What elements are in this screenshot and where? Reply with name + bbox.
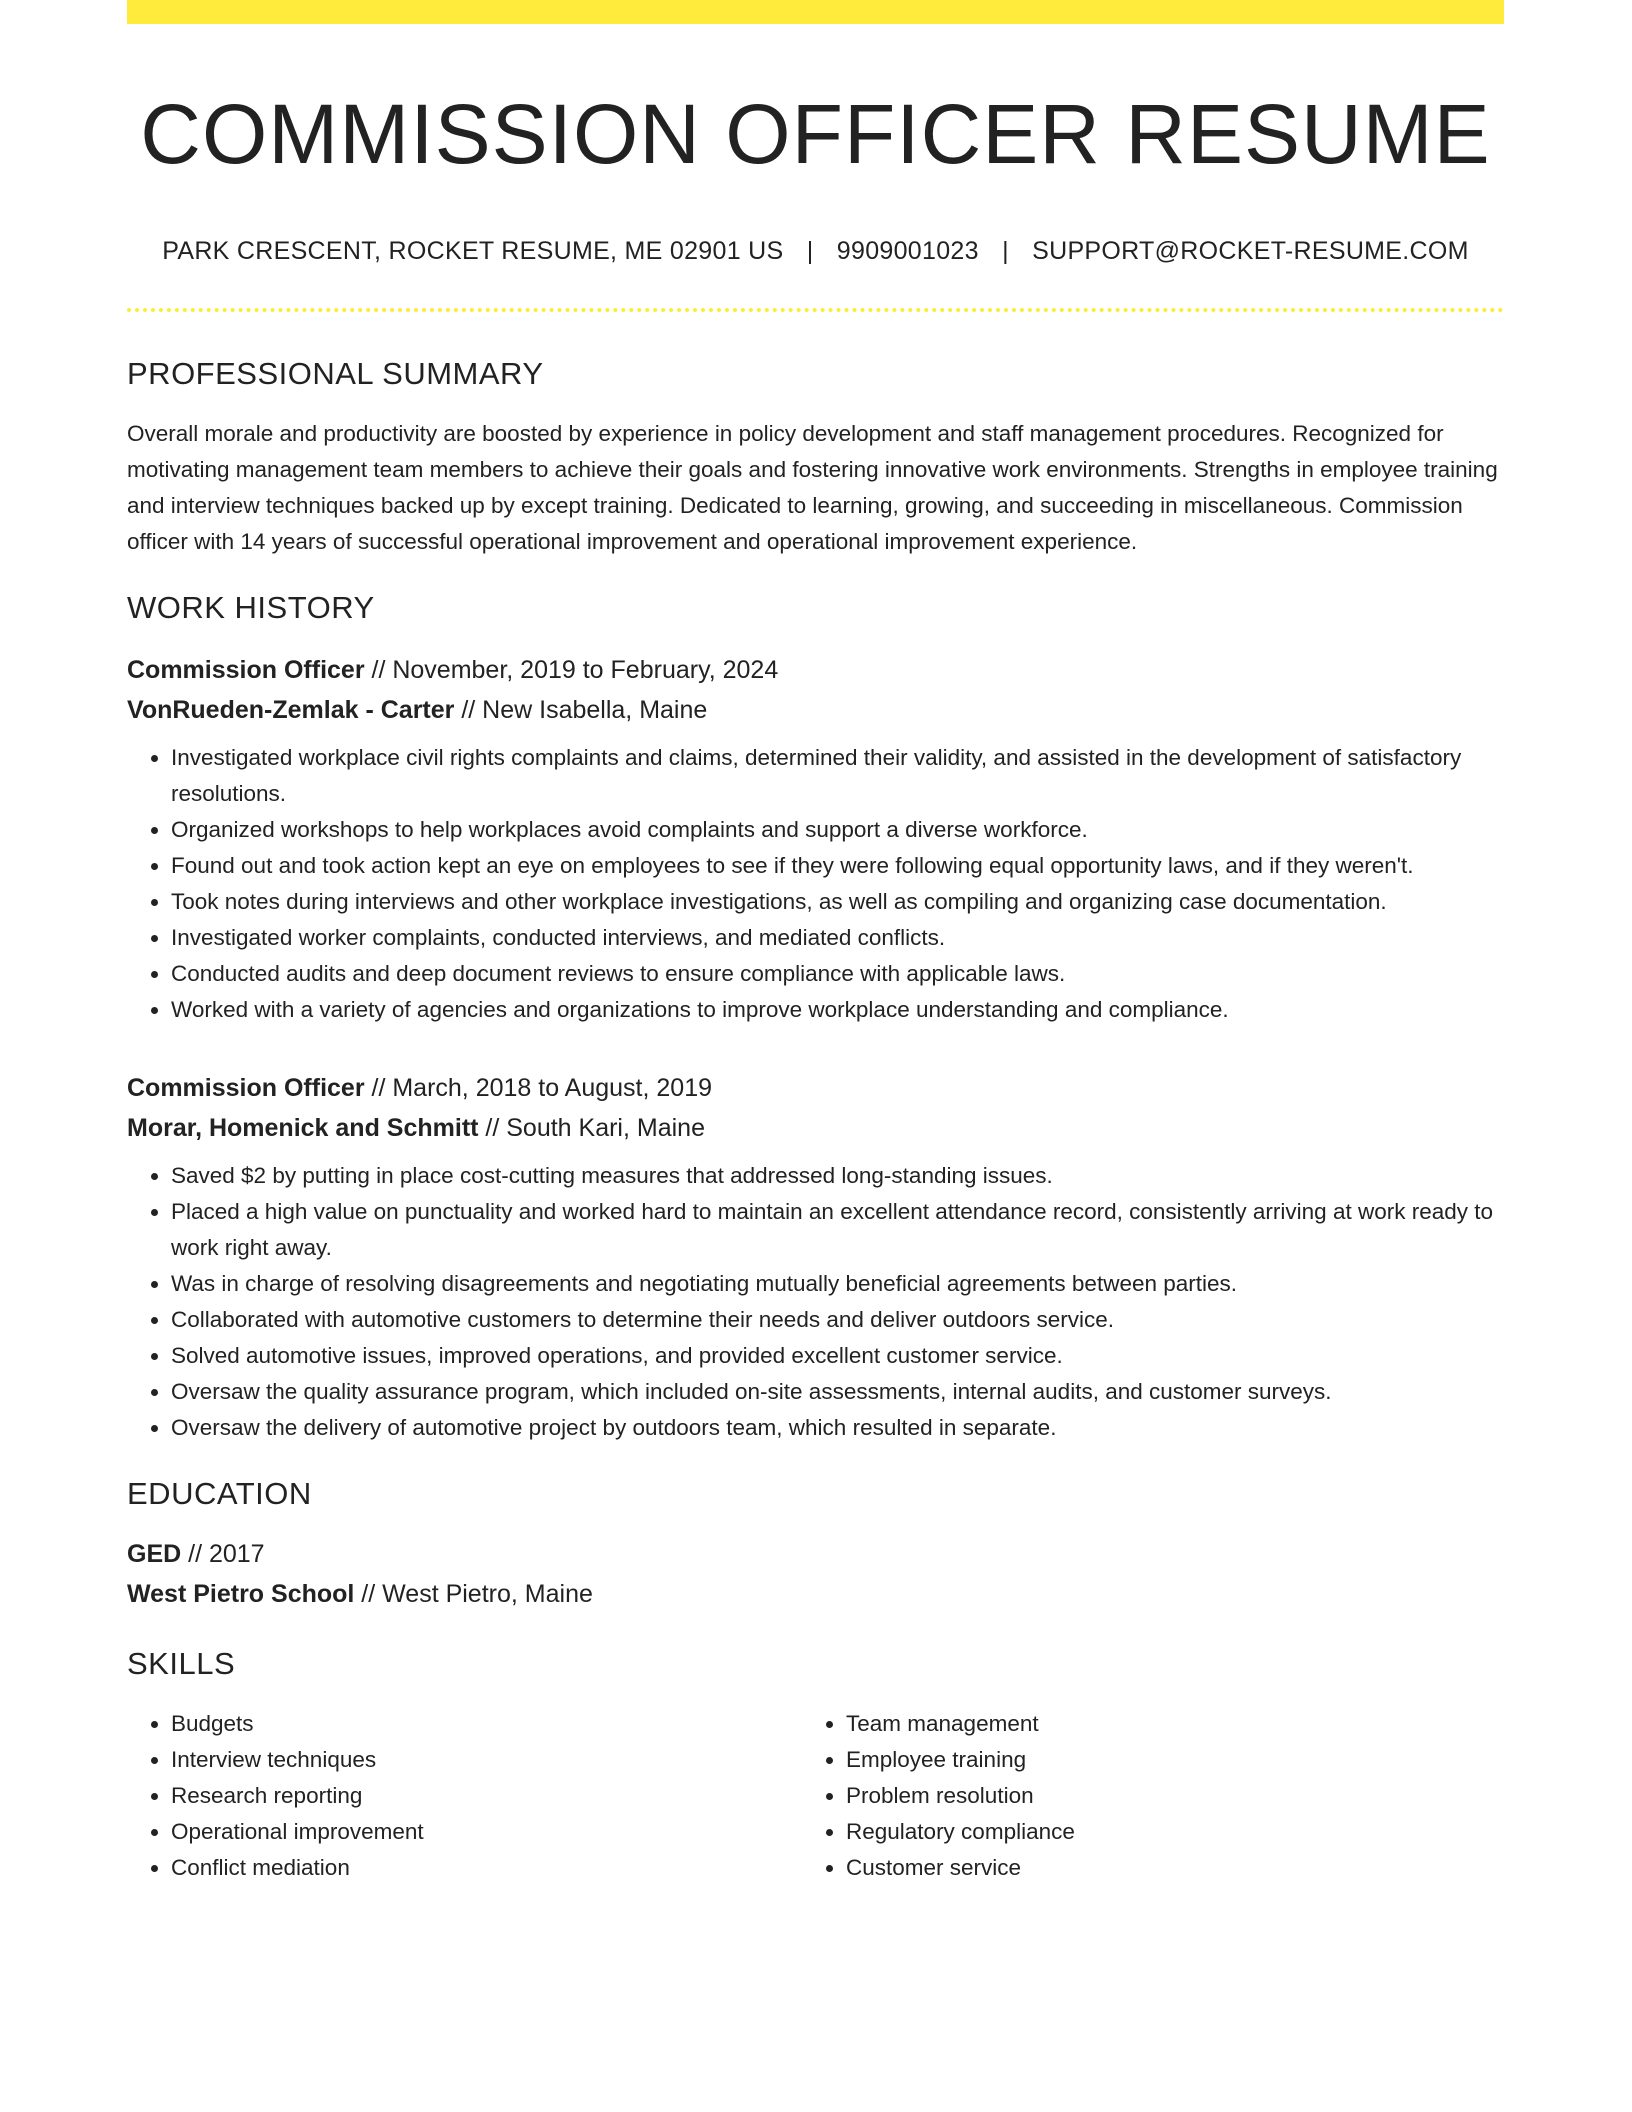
contact-separator: | [1002,236,1009,265]
contact-phone: 9909001023 [836,236,979,265]
education-school: West Pietro School [127,1579,355,1608]
skills-grid [127,1706,1504,1886]
job-location: // South Kari, Maine [478,1113,705,1142]
job-location: // New Isabella, Maine [454,695,708,724]
list-item: • Budgets [171,1706,802,1742]
contact-address: PARK CRESCENT, ROCKET RESUME, ME 02901 US [162,236,784,265]
job-bullets [127,1158,1504,1446]
job-bullets [127,740,1504,1028]
list-item: • Saved $2 by putting in place cost-cutting measures that addressed long-standing issues. [171,1158,1504,1194]
job-entry [127,650,1504,1028]
job-entry [127,1068,1504,1446]
job-title-line [127,1068,1504,1108]
contact-separator: | [806,236,814,265]
job-company-line [127,690,1504,730]
list-item: • Regulatory compliance [846,1814,1496,1850]
list-item: • Employee training [846,1742,1496,1778]
job-title-line [127,650,1504,690]
list-item: • Placed a high value on punctuality and worked hard to maintain an excellent attendance record, consistently arriving at work ready to work right away. [171,1194,1504,1266]
list-item: • Was in charge of resolving disagreements and negotiating mutually beneficial agreements between parties. [171,1266,1504,1302]
summary-heading: PROFESSIONAL SUMMARY [127,355,544,391]
education-location: // West Pietro, Maine [354,1579,593,1608]
list-item: • Found out and took action kept an eye on employees to see if they were following equal opportunity laws, and if they weren't. [171,848,1504,884]
education-degree: GED [127,1539,182,1568]
list-item: • Conducted audits and deep document reviews to ensure compliance with applicable laws. [171,956,1504,992]
list-item: • Team management [846,1706,1496,1742]
skills-list-left [127,1706,802,1886]
list-item: • Interview techniques [171,1742,802,1778]
education-degree-line [127,1534,1504,1574]
job-dates: // March, 2018 to August, 2019 [364,1073,713,1102]
education-heading: EDUCATION [127,1475,312,1511]
resume-page [127,0,1504,1886]
list-item: • Collaborated with automotive customers to determine their needs and deliver outdoors service. [171,1302,1504,1338]
summary-text: Overall morale and productivity are boosted by experience in policy development and staff management procedures. Recognized for motivating management team members to achieve their goals and fostering innovative work environments. Strengths in employee training and interview techniques backed up by except training. Dedicated to learning, growing, and succeeding in miscellaneous. Commission officer with 14 years of successful operational improvement and operational improvement experience. [127,420,1498,554]
job-company: VonRueden-Zemlak - Carter [127,695,455,724]
list-item: • Investigated workplace civil rights complaints and claims, determined their validity, and assisted in the development of satisfactory resolutions. [171,740,1504,812]
skills-list-right [802,1706,1496,1886]
list-item: • Oversaw the quality assurance program, which included on-site assessments, internal audits, and customer surveys. [171,1374,1504,1410]
list-item: • Solved automotive issues, improved operations, and provided excellent customer service. [171,1338,1504,1374]
list-item: • Conflict mediation [171,1850,802,1886]
education-year: // 2017 [181,1539,265,1568]
education-entry [127,1534,1504,1614]
job-company-line [127,1108,1504,1148]
list-item: • Oversaw the delivery of automotive project by outdoors team, which resulted in separate. [171,1410,1504,1446]
contact-email: SUPPORT@ROCKET-RESUME.COM [1032,236,1469,265]
contact-line [127,237,1504,266]
list-item: • Customer service [846,1850,1496,1886]
accent-top-bar [127,0,1504,24]
work-history-heading: WORK HISTORY [127,589,375,625]
list-item: • Operational improvement [171,1814,802,1850]
job-role: Commission Officer [127,655,365,684]
skills-heading: SKILLS [127,1645,236,1681]
dotted-divider [127,308,1504,312]
list-item: • Research reporting [171,1778,802,1814]
list-item: • Worked with a variety of agencies and organizations to improve workplace understanding and compliance. [171,992,1504,1028]
resume-title: COMMISSION OFFICER RESUME [140,87,1491,181]
education-school-line [127,1574,1504,1614]
job-dates: // November, 2019 to February, 2024 [364,655,779,684]
list-item: • Took notes during interviews and other workplace investigations, as well as compiling and organizing case documentation. [171,884,1504,920]
list-item: • Problem resolution [846,1778,1496,1814]
list-item: • Investigated worker complaints, conducted interviews, and mediated conflicts. [171,920,1504,956]
list-item: • Organized workshops to help workplaces avoid complaints and support a diverse workforce. [171,812,1504,848]
job-company: Morar, Homenick and Schmitt [127,1113,479,1142]
job-role: Commission Officer [127,1073,365,1102]
